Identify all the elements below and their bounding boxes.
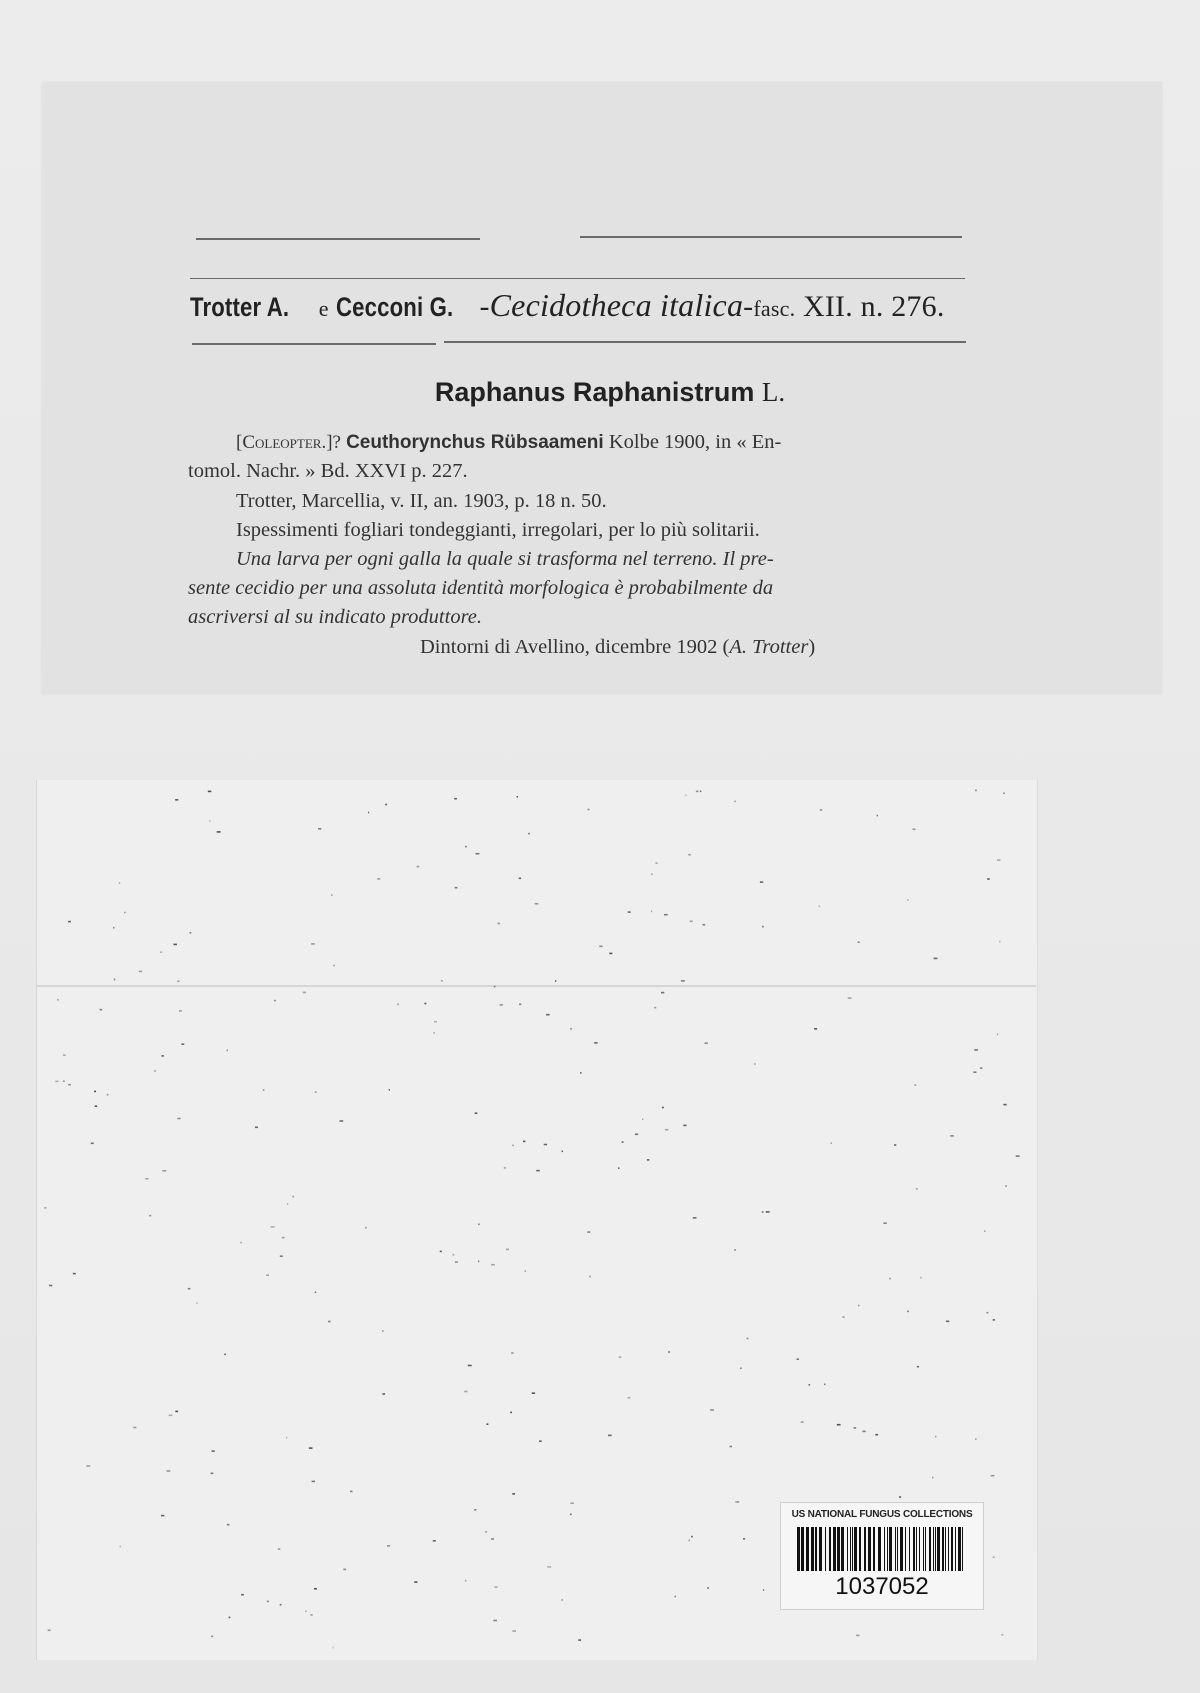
top-rule-left <box>196 238 480 240</box>
collector-name: A. Trotter <box>729 636 809 658</box>
barcode-label <box>780 1502 984 1610</box>
gall-maker-taxon: Ceuthorynchus Rübsaameni <box>346 432 604 453</box>
top-rule-right <box>580 236 962 238</box>
barcode-collection-name: US NATIONAL FUNGUS COLLECTIONS <box>791 1509 973 1520</box>
gall-maker-citation: Kolbe 1900, in « En- <box>608 431 782 453</box>
header-rule-bottom-left <box>192 343 436 345</box>
header-fasc-label: fasc. <box>753 296 796 321</box>
label-line-7: ascriversi al su indicato produttore. <box>188 606 483 628</box>
label-header <box>190 287 970 324</box>
insect-order: [Coleopter.]? <box>236 432 341 453</box>
label-line-2: tomol. Nachr. » Bd. XXVI p. 227. <box>188 460 468 482</box>
header-fasc-number: XII. n. 276. <box>802 290 945 323</box>
label-line-3: Trotter, Marcellia, v. II, an. 1903, p. 18 n. 50. <box>236 490 607 512</box>
species-name: Raphanus Raphanistrum <box>434 377 755 407</box>
barcode-number: 1037052 <box>835 1573 929 1600</box>
header-work-title: Cecidotheca italica <box>489 287 744 323</box>
label-line-6: sente cecidio per una assoluta identità morfologica è probabilmente da <box>188 577 774 599</box>
barcode-icon <box>797 1527 967 1571</box>
label-line-1 <box>188 428 1021 457</box>
locality-date: Dintorni di Avellino, dicembre 1902 ( <box>420 636 730 658</box>
species-authority: L. <box>761 377 786 407</box>
label-line-8 <box>420 633 980 662</box>
label-line-4: Ispessimenti fogliari tondeggianti, irregolari, per lo più solitarii. <box>236 519 760 541</box>
header-rule-top <box>190 278 965 279</box>
locality-end: ) <box>808 636 816 658</box>
header-conj: e <box>318 296 329 321</box>
label-line-5: Una larva per ogni galla la quale si trasforma nel terreno. Il pre- <box>236 548 774 570</box>
header-authors-b: Cecconi G. <box>336 292 454 322</box>
header-sep: - <box>479 290 490 323</box>
header-authors-a: Trotter A. <box>190 292 290 322</box>
species-title <box>0 377 1200 408</box>
header-sep2: - <box>743 290 754 323</box>
header-rule-bottom-right <box>444 341 966 343</box>
